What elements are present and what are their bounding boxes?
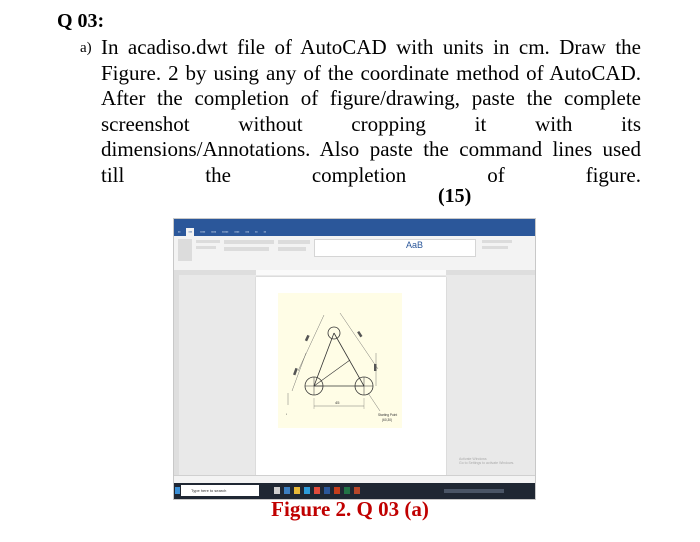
word-taskbar-icon	[324, 487, 330, 494]
edge-icon	[284, 487, 290, 494]
tab-mailings: ▪▪▪▪	[234, 230, 240, 234]
editing-group	[482, 240, 512, 243]
chrome-icon	[314, 487, 320, 494]
font-group	[224, 247, 269, 251]
question-line: till the completion of figure.	[101, 162, 641, 187]
axis-marker: ▪	[286, 412, 288, 416]
powerpoint-icon	[334, 487, 340, 494]
app-icon	[354, 487, 360, 494]
question-line: screenshot without cropping it with its	[101, 111, 641, 136]
figure-caption: Figure 2. Q 03 (a)	[271, 497, 429, 521]
tab-design: ▪▪▪▪	[200, 230, 206, 234]
task-view-icon	[274, 487, 280, 494]
question-line: In acadiso.dwt file of AutoCAD with units in cm. Draw the	[101, 35, 641, 59]
tab-review: ▪▪▪	[245, 230, 250, 234]
dim-bottom-label: 45	[335, 400, 340, 405]
dim-label	[305, 335, 310, 341]
tab-layout: ▪▪▪▪	[211, 230, 217, 234]
dim-label	[357, 331, 362, 337]
tab-help: ▪▪	[263, 230, 267, 234]
tab-home: ▪▪▪	[188, 230, 193, 234]
question-line: Figure. 2 by using any of the coordinate method of AutoCAD.	[101, 60, 641, 85]
vertical-ruler	[174, 275, 179, 485]
editing-group	[482, 246, 508, 249]
tab-references: ▪▪▪▪▪	[222, 230, 229, 234]
file-explorer-icon	[294, 487, 300, 494]
excel-icon	[344, 487, 350, 494]
document-page	[256, 277, 446, 477]
paragraph-group	[278, 240, 310, 244]
paste-icon	[178, 239, 192, 261]
activate-windows-watermark	[459, 457, 514, 465]
tab-file: ▪▪	[178, 230, 181, 234]
taskbar-search-box: Type here to search	[181, 485, 259, 496]
clipboard-group	[196, 240, 220, 243]
styles-sample: AaB	[406, 240, 424, 250]
font-group	[224, 240, 274, 244]
dim-label	[293, 368, 298, 375]
tab-view: ▪▪	[255, 230, 258, 234]
store-icon	[304, 487, 310, 494]
autocad-drawing	[278, 293, 402, 428]
marks-label: (15)	[438, 185, 472, 207]
drawing-svg	[278, 293, 402, 428]
starting-point-coords: (60,30)	[382, 418, 393, 422]
styles-gallery	[314, 239, 476, 257]
activate-line: Activate Windows	[459, 457, 487, 461]
clipboard-group	[196, 246, 216, 249]
ribbon	[174, 236, 535, 271]
paragraph-group	[278, 247, 306, 251]
question-line: After the completion of figure/drawing, paste the complete	[101, 86, 641, 110]
part-label: a)	[80, 40, 92, 56]
windows-start-icon	[175, 487, 180, 494]
window-titlebar	[174, 219, 535, 228]
starting-point-label: Starting Point	[378, 413, 398, 417]
status-bar	[174, 475, 535, 483]
question-text	[101, 35, 641, 188]
system-tray	[444, 489, 504, 493]
dim-label	[374, 364, 377, 371]
question-title: Q 03:	[57, 10, 105, 32]
horizontal-ruler	[174, 270, 535, 275]
word-window-screenshot	[173, 218, 536, 500]
activate-line: Go to Settings to activate Windows.	[459, 461, 515, 465]
question-line: dimensions/Annotations. Also paste the command lines used	[101, 137, 641, 161]
ribbon-tabs	[174, 228, 535, 236]
